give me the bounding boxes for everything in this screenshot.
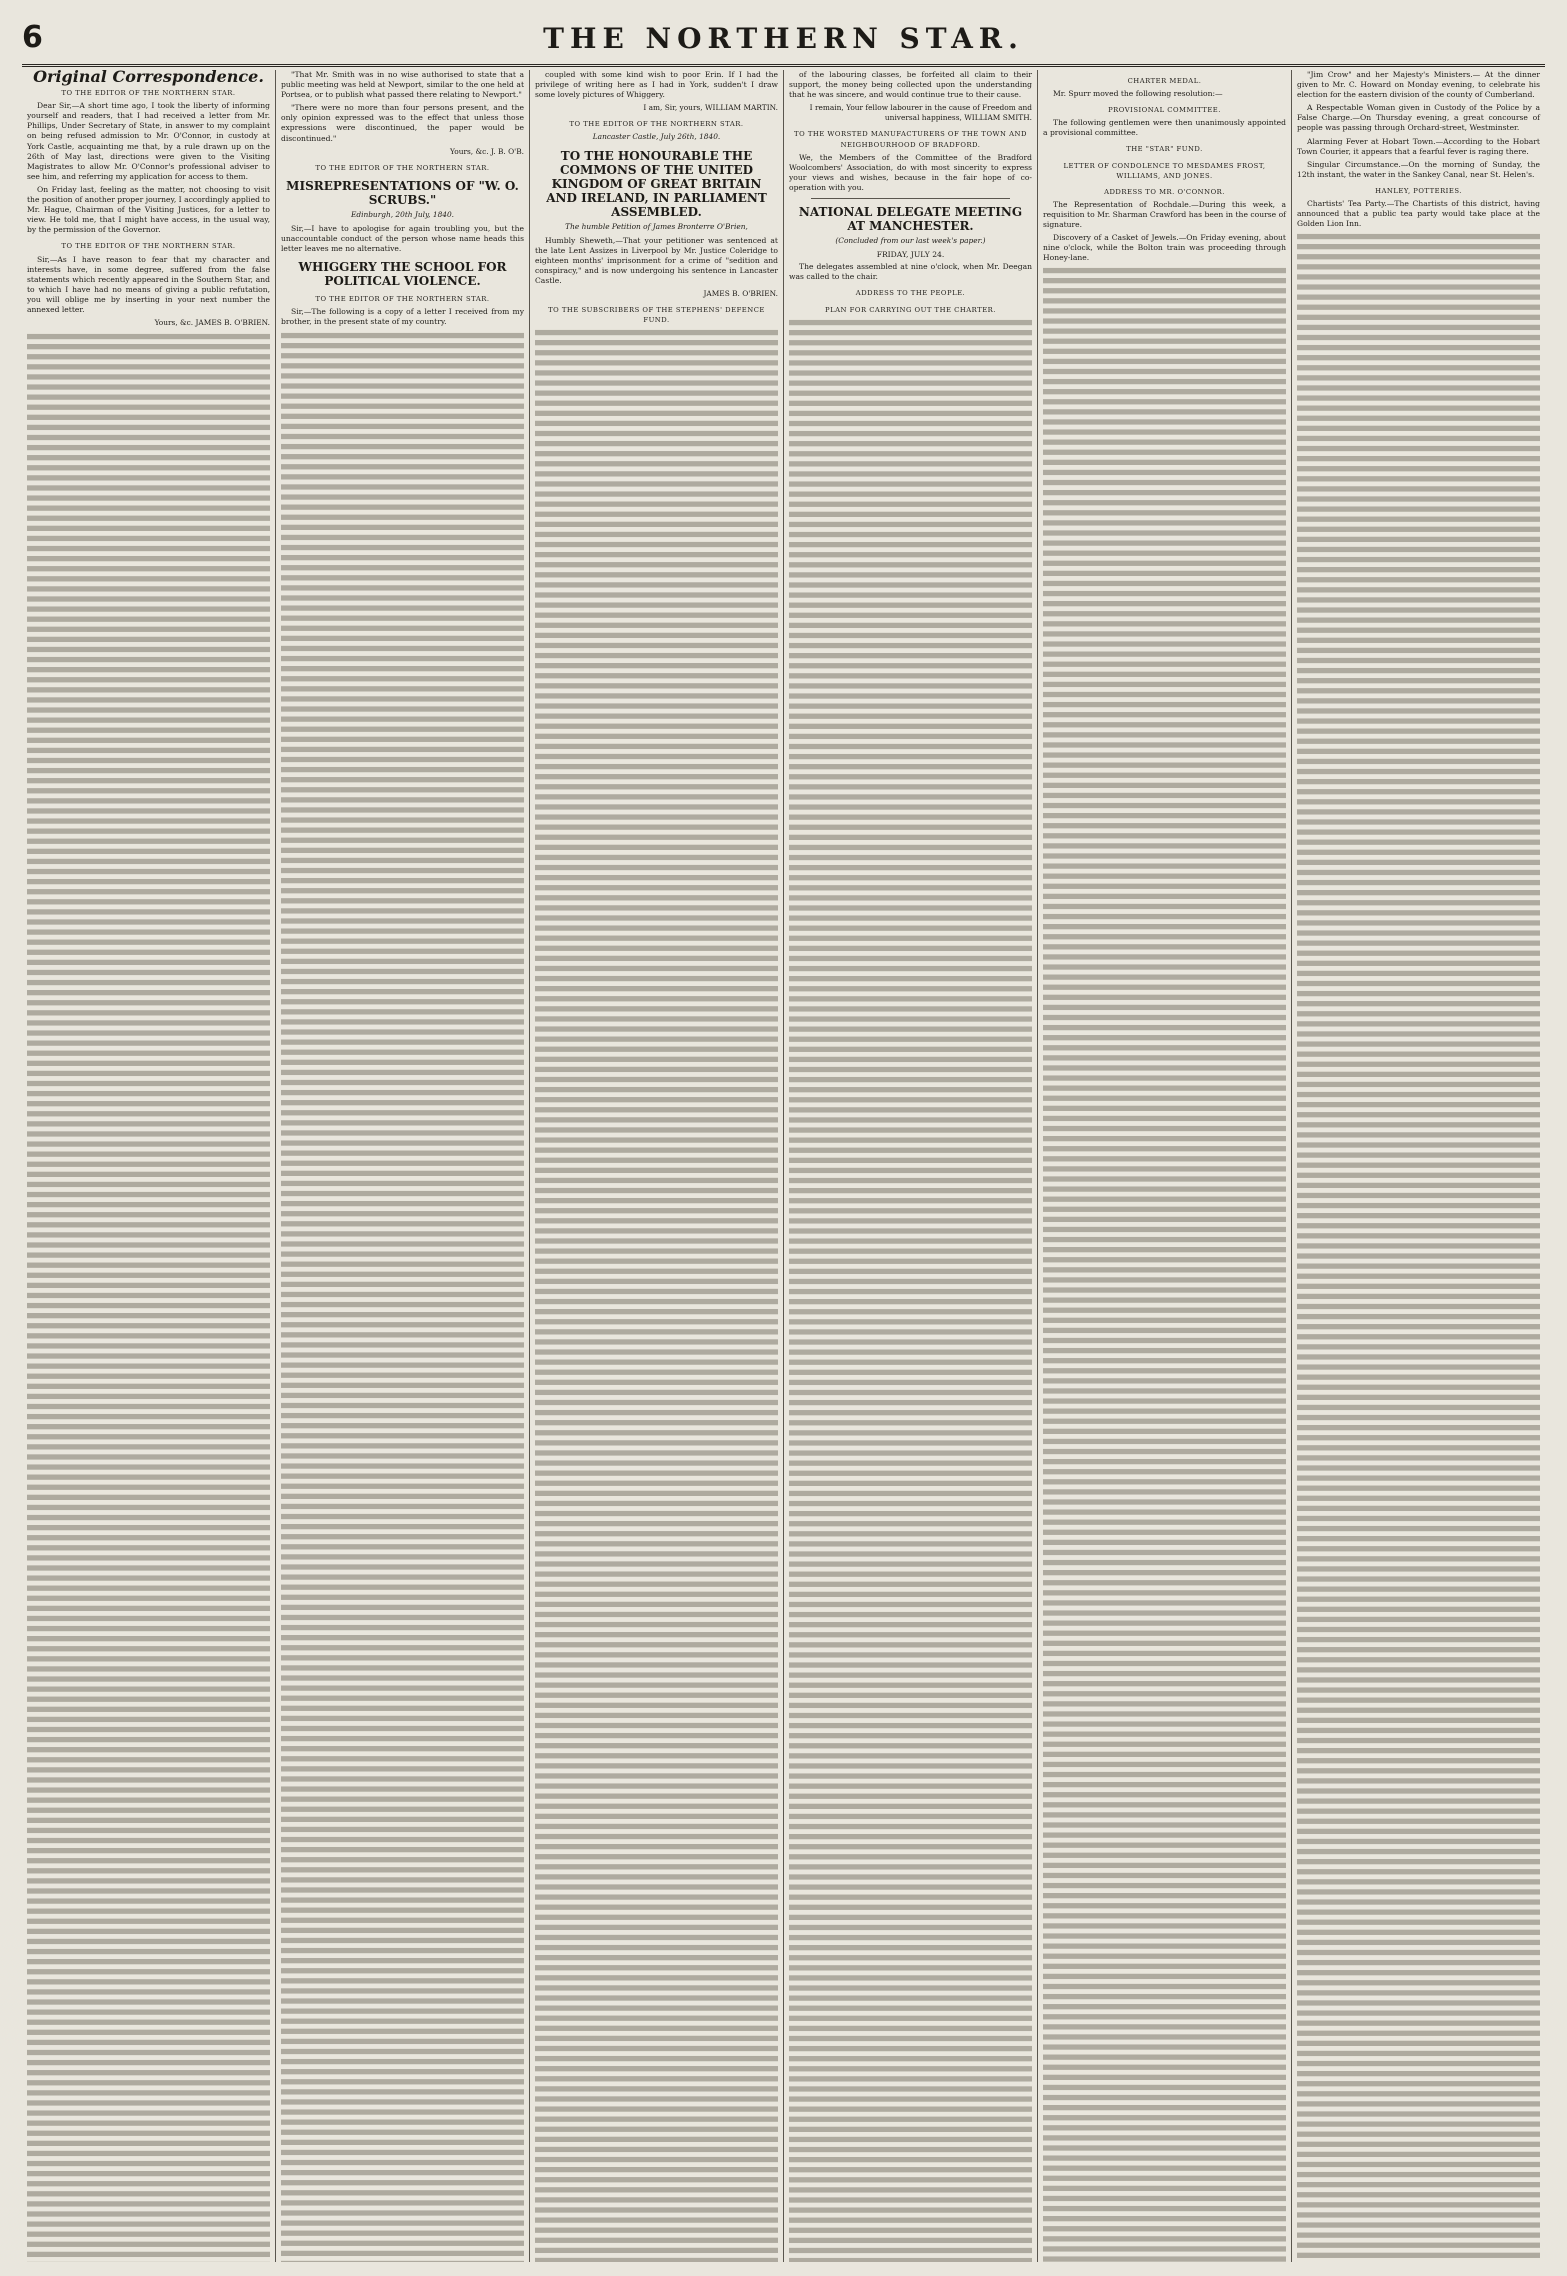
paragraph: The Representation of Rochdale.—During this week, a requisition to Mr. Sharman Crawford has been in the course of signature. <box>1043 199 1286 230</box>
article-heading: LETTER OF CONDOLENCE TO MESDAMES FROST, WILLIAMS, AND JONES. <box>1063 161 1266 180</box>
article-subtitle: Edinburgh, 20th July, 1840. <box>350 209 455 219</box>
paragraph: of the labouring classes, be forfeited all claim to their support, the money being collected upon the understanding that he was sincere, and would continue true to their cause. <box>789 70 1032 100</box>
paragraph: A Respectable Woman given in Custody of the Police by a False Charge.—On Thursday evening, a great concourse of people was passing through Orchard-street, Westminster. <box>1297 103 1540 133</box>
column-3 <box>529 70 783 2262</box>
signature: I remain, Your fellow labourer in the cause of Freedom and universal happiness, WILLIAM SMITH. <box>809 103 1032 123</box>
paragraph: We, the Members of the Committee of the Bradford Woolcombers' Association, do with most sincerity to express your views and wishes, because in the fair hope of co-operation with you. <box>789 152 1032 192</box>
article-subtitle: Lancaster Castle, July 26th, 1840. <box>592 132 721 142</box>
paragraph: Sir,—I have to apologise for again troubling you, but the unaccountable conduct of the person whose name heads this letter leaves me no alternative. <box>281 223 524 254</box>
article-heading: THE "STAR" FUND. <box>1126 145 1203 154</box>
body-text-texture <box>789 318 1032 2262</box>
body-text-texture <box>281 331 524 2263</box>
column-5 <box>1037 70 1291 2262</box>
article-heading: TO THE WORSTED MANUFACTURERS OF THE TOWN AND NEIGHBOURHOOD OF BRADFORD. <box>794 130 1027 149</box>
article-heading: ADDRESS TO MR. O'CONNOR. <box>1104 187 1225 196</box>
article-heading: TO THE EDITOR OF THE NORTHERN STAR. <box>315 163 490 172</box>
paragraph: Alarming Fever at Hobart Town.—According to the Hobart Town Courier, it appears that a fearful fever is raging there. <box>1297 136 1540 156</box>
paragraph: "Jim Crow" and her Majesty's Ministers.— At the dinner given to Mr. C. Howard on Monday evening, to celebrate his election for the eastern division of the county of Cumberland. <box>1297 70 1540 100</box>
article-heading: TO THE EDITOR OF THE NORTHERN STAR. <box>61 89 236 98</box>
article-heading: PLAN FOR CARRYING OUT THE CHARTER. <box>825 305 996 314</box>
column-2 <box>275 70 529 2262</box>
article-title: WHIGGERY THE SCHOOL FOR POLITICAL VIOLENCE. <box>298 260 507 289</box>
paragraph: coupled with some kind wish to poor Erin. If I had the privilege of writing here as I had in York, sudden't I draw some lovely pictures of Whiggery. <box>535 70 778 100</box>
paragraph: "There were no more than four persons present, and the only opinion expressed was to the effect that unless those expressions were discontinued, the paper would be discontinued." <box>281 103 524 143</box>
paragraph: On Friday last, feeling as the matter, not choosing to visit the position of another proper journey, I accordingly applied to Mr. Hague, Chairman of the Visiting Justices, for a letter to view. He told me, that I might have access, in the usual way, by the permission of the Governor. <box>27 184 270 235</box>
article-heading: HANLEY, POTTERIES. <box>1375 186 1462 195</box>
newspaper-title: THE NORTHERN STAR. <box>543 22 1024 55</box>
article-heading: TO THE EDITOR OF THE NORTHERN STAR. <box>315 295 490 304</box>
paragraph: Sir,—The following is a copy of a letter I received from my brother, in the present state of my country. <box>281 307 524 327</box>
article-subtitle: (Concluded from our last week's paper.) <box>835 236 986 246</box>
section-heading: Original Correspondence. <box>33 70 264 86</box>
paragraph: The delegates assembled at nine o'clock, when Mr. Deegan was called to the chair. <box>789 262 1032 282</box>
paragraph: Discovery of a Casket of Jewels.—On Friday evening, about nine o'clock, while the Bolton train was proceeding through Honey-lane. <box>1043 233 1286 263</box>
article-heading: ADDRESS TO THE PEOPLE. <box>855 289 966 298</box>
column-4 <box>783 70 1037 2262</box>
article-heading: PROVISIONAL COMMITTEE. <box>1108 106 1221 115</box>
article-heading: TO THE EDITOR OF THE NORTHERN STAR. <box>569 120 744 129</box>
article-title: TO THE HONOURABLE THE COMMONS OF THE UNITED KINGDOM OF GREAT BRITAIN AND IRELAND, IN PARLIAMENT ASSEMBLED. <box>546 148 767 219</box>
page-number: 6 <box>22 20 43 55</box>
paragraph: Humbly Sheweth,—That your petitioner was sentenced at the late Lent Assizes in Liverpool by Mr. Justice Coleridge to eighteen months' imprisonment for a crime of "sedition and conspiracy," and is now undergoing his sentence in Lancaster Castle. <box>535 235 778 286</box>
article-heading: TO THE SUBSCRIBERS OF THE STEPHENS' DEFENCE FUND. <box>548 306 765 325</box>
paragraph: Dear Sir,—A short time ago, I took the liberty of informing yourself and readers, that I had received a letter from Mr. Phillips, Under Secretary of State, in answer to my complaint on being refused admission to Mr. O'Connor, in custody at York Castle, acquainting me that, by a rule drawn up on the 26th of May last, directions were given to the Visiting Magistrates to allow Mr. O'Connor's professional adviser to see him, and referring my application for access to them. <box>27 101 270 181</box>
article-title: NATIONAL DELEGATE MEETING AT MANCHESTER. <box>798 205 1023 234</box>
text-columns <box>22 70 1545 2262</box>
body-text-texture <box>535 328 778 2262</box>
article-heading: CHARTER MEDAL. <box>1127 77 1202 85</box>
body-text-texture <box>1297 232 1540 2262</box>
signature: I am, Sir, yours, WILLIAM MARTIN. <box>643 103 778 113</box>
body-text-texture <box>1043 266 1286 2262</box>
column-1 <box>22 70 275 2262</box>
column-rule <box>811 198 1010 199</box>
signature: Yours, &c. J. B. O'B. <box>450 146 524 156</box>
masthead <box>22 18 1545 67</box>
article-subtitle: The humble Petition of James Bronterre O'Brien, <box>565 221 748 231</box>
paragraph: Sir,—As I have reason to fear that my character and interests have, in some degree, suffered from the false statements which recently appeared in the Southern Star, and to which I have had no means of giving a public refutation, you will oblige me by inserting in your next number the annexed letter. <box>27 254 270 314</box>
signature: Yours, &c. JAMES B. O'BRIEN. <box>154 318 270 328</box>
paragraph: Chartists' Tea Party.—The Chartists of this district, having announced that a public tea party would take place at the Golden Lion Inn. <box>1297 199 1540 229</box>
paragraph: Singular Circumstance.—On the morning of Sunday, the 12th instant, the water in the Sankey Canal, near St. Helen's. <box>1297 159 1540 179</box>
signature: JAMES B. O'BRIEN. <box>703 289 778 299</box>
paragraph: "That Mr. Smith was in no wise authorised to state that a public meeting was held at Newport, similar to the one held at Portsea, or to publish what passed there relating to Newport." <box>281 70 524 100</box>
paragraph: The following gentlemen were then unanimously appointed a provisional committee. <box>1043 118 1286 138</box>
date-line: FRIDAY, JULY 24. <box>876 250 945 260</box>
paragraph: Mr. Spurr moved the following resolution:— <box>1053 89 1223 99</box>
column-6 <box>1291 70 1545 2262</box>
body-text-texture <box>27 332 270 2262</box>
article-heading: TO THE EDITOR OF THE NORTHERN STAR. <box>61 242 236 251</box>
article-title: MISREPRESENTATIONS OF "W. O. SCRUBS." <box>286 178 519 207</box>
